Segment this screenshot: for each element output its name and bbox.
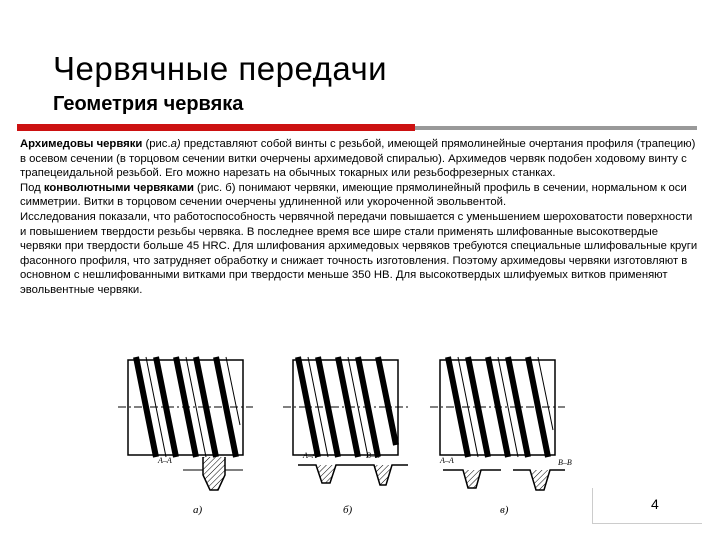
- title-rule-red: [17, 124, 415, 131]
- paragraph-archimedean: [20, 137, 700, 181]
- term-archimedean: Архимедовы червяки: [20, 138, 143, 150]
- slide-title: Червячные передачи: [53, 50, 388, 87]
- page-number: 4: [651, 496, 659, 512]
- body-text: [20, 137, 700, 298]
- term-convolute: конволютными червяками: [43, 181, 194, 194]
- paragraph-research: [20, 210, 700, 298]
- figure-caption-b: б): [343, 504, 353, 516]
- section-label: А–А: [303, 451, 317, 460]
- figure-ref-a: а): [170, 138, 181, 150]
- footer-divider-horizontal: [592, 523, 702, 524]
- section-label: В–В: [366, 451, 380, 460]
- figure-b-worm: [283, 357, 408, 485]
- section-label: А–А: [440, 456, 454, 465]
- figure-c-worm: [430, 357, 565, 490]
- figure-caption-a: а): [193, 504, 203, 516]
- paragraph-text: Исследования показали, что работоспособность червячной передачи повышается с уменьшением шероховатости поверхности и повышением твердости резьбы червяка. В последнее время все шире стали применять шлифованные высокотвердые червяки при твердости больше 45 HRC. Для шлифования архимедовых червяков требуются специальные шлифовальные круги фасонного профиля, что затрудняет обработку и снижает точность изготовления. Поэтому архимедовы червяки изготовляют в основном с нешлифованными витками при твердости меньше 350 НВ. Для высокотвердых шлифуемых витков применяют эвольвентные червяки.: [20, 210, 698, 296]
- paragraph-text: (рис.: [142, 138, 171, 150]
- paragraph-text: (рис. б) понимают червяки, имеющие прямолинейный профиль в сечении, нормальном к оси симметрии. Витки в торцовом сечении очерчены удлиненной или укороченной эвольвентой.: [20, 181, 687, 209]
- slide-subtitle: Геометрия червяка: [53, 93, 244, 115]
- worm-figures: [118, 345, 588, 525]
- paragraph-convolute: [20, 181, 700, 210]
- section-label: В–В: [558, 458, 572, 467]
- figure-a-worm: [118, 357, 253, 490]
- paragraph-text: представляют собой винты с резьбой, имеющей прямолинейные очертания профиля (трапецию) в осевом сечении (в торцовом сечении витки очерчены архимедовой спиралью). Архимедов червяк подобен ходовому винту с трапецеидальной резьбой. Его можно нарезать на обычных токарных или резьбофрезерных станках.: [20, 138, 696, 180]
- figure-caption-c: в): [500, 504, 509, 516]
- section-label: А–А: [158, 456, 172, 465]
- paragraph-prefix: Под: [20, 181, 44, 194]
- figure-captions: [193, 504, 509, 516]
- footer-divider-vertical: [592, 488, 593, 524]
